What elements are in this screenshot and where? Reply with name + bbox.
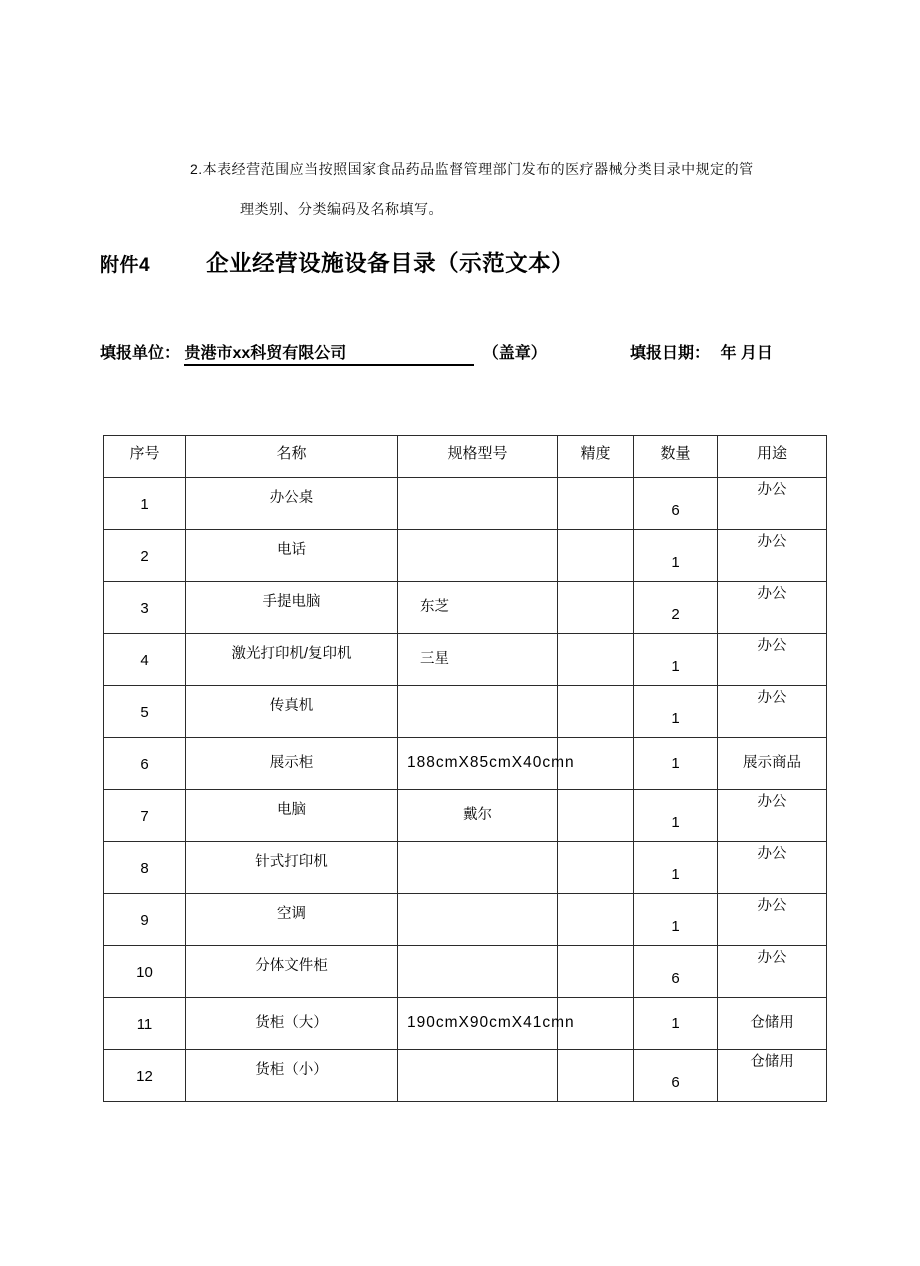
cell-precision (558, 530, 634, 582)
cell-spec (398, 946, 558, 998)
cell-no: 12 (104, 1050, 186, 1102)
note-line-1: 2.本表经营范围应当按照国家食品药品监督管理部门发布的医疗器械分类目录中规定的管 (190, 161, 754, 177)
cell-use: 仓储用 (718, 1050, 827, 1102)
cell-qty: 1 (634, 842, 718, 894)
header-use: 用途 (718, 436, 827, 478)
cell-no: 1 (104, 478, 186, 530)
header-qty: 数量 (634, 436, 718, 478)
cell-use: 办公 (718, 686, 827, 738)
cell-no: 11 (104, 998, 186, 1050)
cell-qty: 1 (634, 790, 718, 842)
cell-use: 展示商品 (718, 738, 827, 790)
equipment-table-header (104, 436, 827, 478)
cell-spec (398, 686, 558, 738)
page-title: 企业经营设施设备目录（示范文本） (206, 251, 575, 276)
cell-qty: 6 (634, 478, 718, 530)
cell-spec: 三星 (398, 634, 558, 686)
header-row (104, 436, 827, 478)
cell-precision (558, 790, 634, 842)
table-row (104, 478, 827, 530)
cell-name: 空调 (186, 894, 398, 946)
cell-precision (558, 478, 634, 530)
cell-spec (398, 894, 558, 946)
cell-no: 5 (104, 686, 186, 738)
cell-name: 分体文件柜 (186, 946, 398, 998)
cell-no: 6 (104, 738, 186, 790)
cell-no: 9 (104, 894, 186, 946)
header-name: 名称 (186, 436, 398, 478)
header-no: 序号 (104, 436, 186, 478)
cell-use: 仓储用 (718, 998, 827, 1050)
cell-no: 10 (104, 946, 186, 998)
cell-name: 货柜（小） (186, 1050, 398, 1102)
equipment-table (103, 435, 827, 1102)
cell-precision (558, 582, 634, 634)
equipment-table-body (104, 478, 827, 1102)
cell-name: 针式打印机 (186, 842, 398, 894)
cell-use: 办公 (718, 790, 827, 842)
cell-name: 电脑 (186, 790, 398, 842)
seal-label: （盖章） (482, 345, 547, 362)
header-spec: 规格型号 (398, 436, 558, 478)
unit-blank-line (346, 356, 474, 358)
table-row (104, 634, 827, 686)
cell-spec: 戴尔 (398, 790, 558, 842)
cell-name: 激光打印机/复印机 (186, 634, 398, 686)
cell-name: 办公桌 (186, 478, 398, 530)
cell-qty: 6 (634, 1050, 718, 1102)
cell-precision (558, 634, 634, 686)
cell-no: 7 (104, 790, 186, 842)
cell-spec: 东芝 (398, 582, 558, 634)
table-row (104, 842, 827, 894)
heading (100, 246, 574, 278)
cell-use: 办公 (718, 582, 827, 634)
table-row (104, 582, 827, 634)
cell-spec (398, 478, 558, 530)
unit-label: 填报单位： (100, 345, 181, 362)
table-row (104, 1050, 827, 1102)
cell-precision (558, 842, 634, 894)
table-row (104, 946, 827, 998)
cell-name: 手提电脑 (186, 582, 398, 634)
table-row (104, 998, 827, 1050)
note-line-2: 理类别、分类编码及名称填写。 (240, 201, 443, 217)
cell-spec (398, 842, 558, 894)
table-row (104, 738, 827, 790)
table-row (104, 530, 827, 582)
cell-qty: 1 (634, 738, 718, 790)
cell-qty: 1 (634, 530, 718, 582)
cell-precision (558, 894, 634, 946)
report-unit-line (100, 340, 547, 366)
cell-use: 办公 (718, 478, 827, 530)
cell-qty: 1 (634, 894, 718, 946)
table-row (104, 686, 827, 738)
cell-use: 办公 (718, 530, 827, 582)
cell-name: 传真机 (186, 686, 398, 738)
attachment-label: 附件4 (100, 255, 151, 276)
cell-no: 3 (104, 582, 186, 634)
cell-qty: 1 (634, 998, 718, 1050)
cell-use: 办公 (718, 946, 827, 998)
unit-value: 贵港市xx科贸有限公司 (184, 345, 347, 362)
unit-fill-in (184, 340, 474, 366)
cell-qty: 1 (634, 686, 718, 738)
cell-qty: 1 (634, 634, 718, 686)
cell-no: 4 (104, 634, 186, 686)
date-label: 填报日期： (630, 345, 711, 362)
cell-name: 电话 (186, 530, 398, 582)
cell-use: 办公 (718, 894, 827, 946)
cell-spec (398, 1050, 558, 1102)
cell-name: 展示柜 (186, 738, 398, 790)
cell-use: 办公 (718, 634, 827, 686)
cell-qty: 6 (634, 946, 718, 998)
header-precision: 精度 (558, 436, 634, 478)
cell-precision (558, 946, 634, 998)
cell-qty: 2 (634, 582, 718, 634)
report-date-line (630, 340, 773, 363)
cell-spec: 188cmX85cmX40cmn (398, 738, 558, 790)
table-row (104, 894, 827, 946)
cell-spec: 190cmX90cmX41cmn (398, 998, 558, 1050)
date-value: 年 月日 (720, 345, 773, 362)
cell-use: 办公 (718, 842, 827, 894)
cell-name: 货柜（大） (186, 998, 398, 1050)
cell-no: 2 (104, 530, 186, 582)
cell-spec (398, 530, 558, 582)
cell-no: 8 (104, 842, 186, 894)
cell-precision (558, 1050, 634, 1102)
cell-precision (558, 686, 634, 738)
table-row (104, 790, 827, 842)
